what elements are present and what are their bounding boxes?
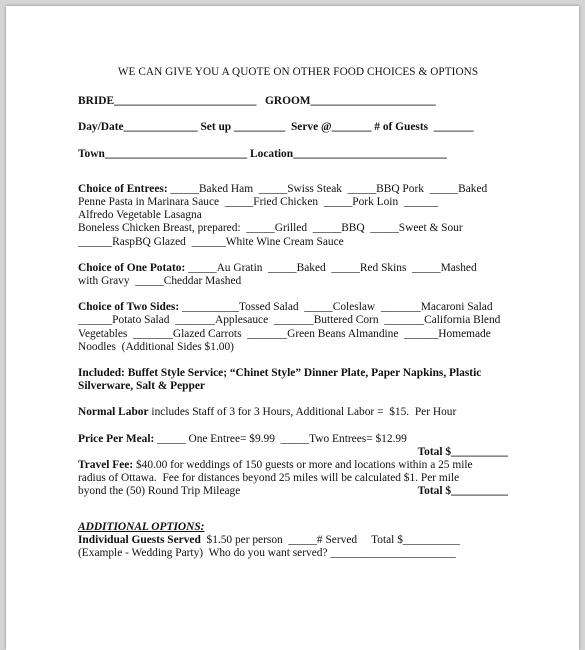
- town-location-line: Town_________________________ Location___________________________: [78, 147, 447, 160]
- entrees-line-1: [78, 183, 518, 196]
- document-content: [78, 66, 518, 560]
- document-page: [6, 6, 579, 650]
- travel-line-2: radius of Ottawa. Fee for distances beyond 25 miles will be calculated $1. Per mile: [78, 472, 460, 485]
- price-line: [78, 433, 518, 446]
- sides-line-1: [78, 301, 518, 314]
- included-line-2: Silverware, Salt & Pepper: [78, 380, 205, 393]
- sides-options-1: __________Tossed Salad _____Coleslaw _______Macaroni Salad: [179, 301, 493, 314]
- entrees-label: Choice of Entrees:: [78, 182, 168, 195]
- travel-text-1: $40.00 for weddings of 150 guests or more and locations within a 25 mile: [133, 459, 473, 472]
- labor-line: [78, 406, 518, 419]
- additional-line-1: [78, 534, 518, 547]
- additional-line-2: (Example - Wedding Party) Who do you want served? ______________________: [78, 547, 456, 560]
- potato-line-1: [78, 262, 518, 275]
- price-text: _____ One Entree= $9.99 _____Two Entrees= $12.99: [154, 432, 407, 445]
- sides-label: Choice of Two Sides:: [78, 301, 180, 314]
- additional-label: Individual Guests Served: [78, 533, 201, 546]
- entrees-line-4: Boneless Chicken Breast, prepared: _____Grilled _____BBQ _____Sweet & Sour: [78, 222, 463, 235]
- travel-line-1: [78, 459, 518, 472]
- additional-text: $1.50 per person _____# Served Total $__________: [200, 533, 460, 546]
- labor-label: Normal Labor: [78, 406, 149, 419]
- entrees-line-5: ______RaspBQ Glazed ______White Wine Cream Sauce: [78, 235, 344, 248]
- potato-label: Choice of One Potato:: [78, 261, 186, 274]
- bride-groom-line: BRIDE_________________________ GROOM______________________: [78, 95, 436, 108]
- included-line-1: Included: Buffet Style Service; “Chinet Style” Dinner Plate, Paper Napkins, Plastic: [78, 367, 482, 380]
- page-title: WE CAN GIVE YOU A QUOTE ON OTHER FOOD CHOICES & OPTIONS: [117, 66, 479, 78]
- sides-line-3: Vegetables _______Glazed Carrots _______Green Beans Almandine ______Homemade: [78, 327, 491, 340]
- travel-label: Travel Fee:: [78, 459, 134, 472]
- travel-text-3: byond the (50) Round Trip Mileage: [78, 485, 241, 498]
- labor-text: includes Staff of 3 for 3 Hours, Additional Labor = $15. Per Hour: [148, 406, 457, 419]
- travel-total: Total $__________: [417, 485, 508, 498]
- sides-line-2: ______Potato Salad _______Applesauce _______Buttered Corn _______California Blend: [78, 314, 501, 327]
- entrees-options-1: _____Baked Ham _____Swiss Steak _____BBQ Pork _____Baked: [167, 182, 488, 195]
- potato-line-2: with Gravy _____Cheddar Mashed: [78, 275, 242, 288]
- potato-options-1: _____Au Gratin _____Baked _____Red Skins _____Mashed: [185, 261, 477, 274]
- entrees-line-2: Penne Pasta in Marinara Sauce _____Fried Chicken _____Pork Loin ______: [78, 196, 439, 209]
- price-label: Price Per Meal:: [78, 432, 155, 445]
- sides-line-4: Noodles (Additional Sides $1.00): [78, 340, 234, 353]
- entrees-line-3: Alfredo Vegetable Lasagna: [78, 209, 202, 222]
- price-total: Total $__________: [417, 445, 508, 458]
- additional-options-heading: ADDITIONAL OPTIONS:: [78, 520, 205, 533]
- day-date-line: Day/Date_____________ Set up _________ Serve @_______ # of Guests _______: [78, 121, 474, 134]
